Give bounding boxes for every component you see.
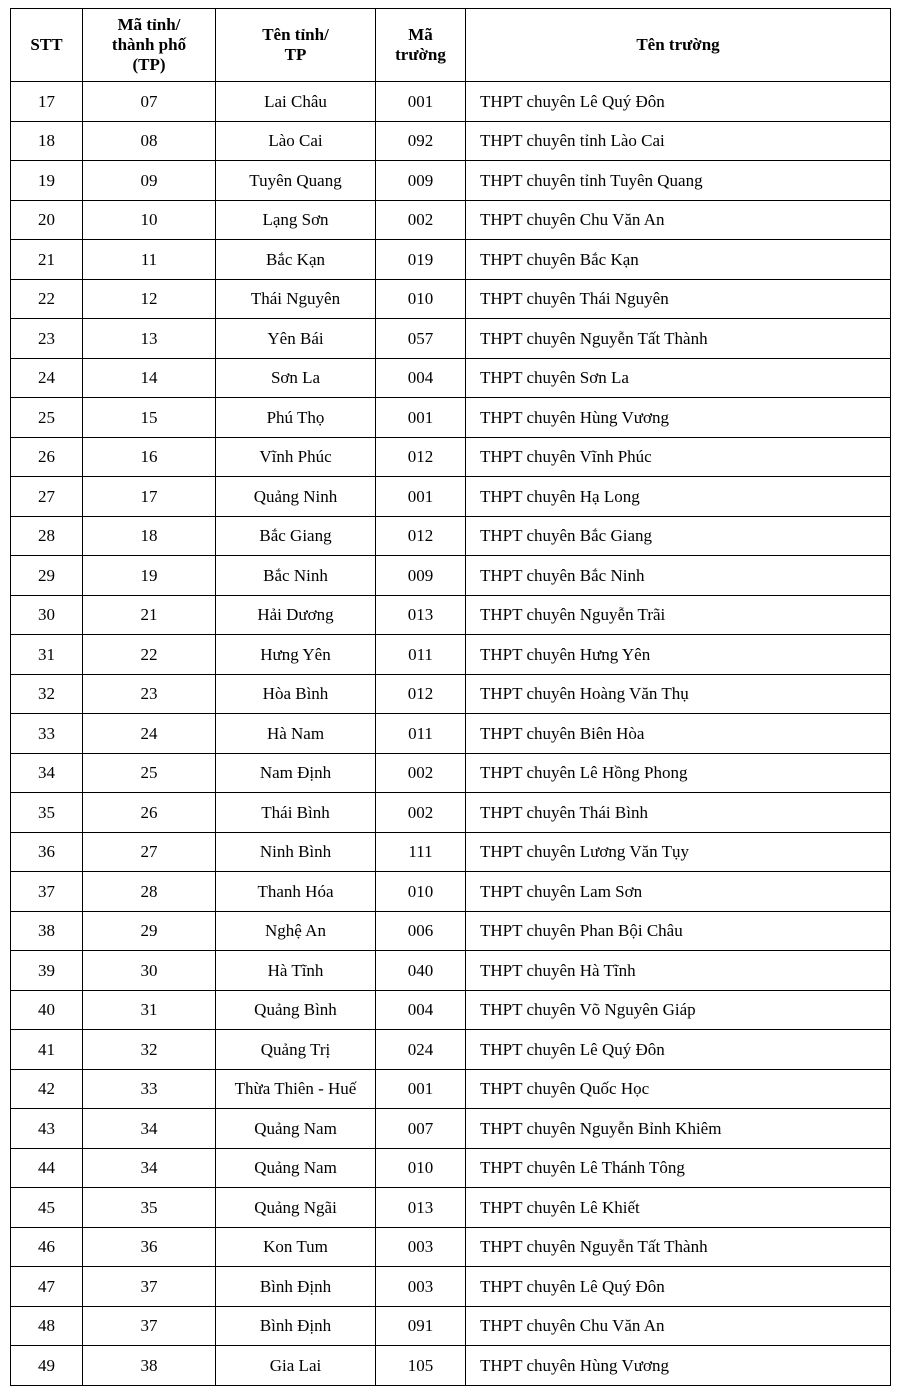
cell-school-name: THPT chuyên Lam Sơn <box>466 872 891 912</box>
cell-school-code: 013 <box>376 1188 466 1228</box>
cell-province-name: Ninh Bình <box>216 832 376 872</box>
cell-province-name: Gia Lai <box>216 1346 376 1386</box>
table-row <box>11 635 891 675</box>
cell-stt: 41 <box>11 1030 83 1070</box>
cell-school-name: THPT chuyên Lương Văn Tụy <box>466 832 891 872</box>
cell-province-name: Lào Cai <box>216 121 376 161</box>
cell-school-name: THPT chuyên Lê Quý Đôn <box>466 1030 891 1070</box>
cell-stt: 24 <box>11 358 83 398</box>
cell-school-name: THPT chuyên Nguyễn Bỉnh Khiêm <box>466 1109 891 1149</box>
column-header-province-code <box>83 9 216 82</box>
cell-province-code: 26 <box>83 793 216 833</box>
cell-school-code: 006 <box>376 911 466 951</box>
table-row <box>11 516 891 556</box>
column-header-school-code-line-1: Mã <box>408 25 433 45</box>
cell-school-name: THPT chuyên Lê Thánh Tông <box>466 1148 891 1188</box>
table-row <box>11 753 891 793</box>
cell-stt: 35 <box>11 793 83 833</box>
cell-province-code: 27 <box>83 832 216 872</box>
table-row <box>11 161 891 201</box>
specialized-schools-table <box>10 8 891 1386</box>
cell-school-code: 009 <box>376 161 466 201</box>
table-row <box>11 714 891 754</box>
cell-province-name: Quảng Ngãi <box>216 1188 376 1228</box>
cell-school-code: 001 <box>376 1069 466 1109</box>
cell-school-name: THPT chuyên Nguyễn Tất Thành <box>466 319 891 359</box>
cell-school-code: 004 <box>376 990 466 1030</box>
cell-stt: 40 <box>11 990 83 1030</box>
cell-province-code: 11 <box>83 240 216 280</box>
table-row <box>11 437 891 477</box>
column-header-province-code-line-3: (TP) <box>132 55 166 75</box>
cell-province-code: 28 <box>83 872 216 912</box>
column-header-province-code-line-1: Mã tỉnh/ <box>117 15 181 34</box>
cell-school-name: THPT chuyên Lê Quý Đôn <box>466 82 891 122</box>
table-row <box>11 793 891 833</box>
cell-province-code: 31 <box>83 990 216 1030</box>
cell-province-code: 29 <box>83 911 216 951</box>
cell-school-code: 009 <box>376 556 466 596</box>
cell-province-code: 18 <box>83 516 216 556</box>
cell-province-code: 08 <box>83 121 216 161</box>
column-header-stt <box>11 9 83 82</box>
table-row <box>11 477 891 517</box>
cell-province-name: Thái Nguyên <box>216 279 376 319</box>
cell-province-code: 25 <box>83 753 216 793</box>
cell-school-code: 003 <box>376 1267 466 1307</box>
cell-province-code: 24 <box>83 714 216 754</box>
cell-school-name: THPT chuyên Sơn La <box>466 358 891 398</box>
cell-school-code: 012 <box>376 674 466 714</box>
cell-stt: 44 <box>11 1148 83 1188</box>
cell-school-name: THPT chuyên Bắc Ninh <box>466 556 891 596</box>
table-row <box>11 1306 891 1346</box>
cell-school-code: 001 <box>376 398 466 438</box>
cell-stt: 47 <box>11 1267 83 1307</box>
cell-school-name: THPT chuyên Lê Khiết <box>466 1188 891 1228</box>
cell-school-code: 011 <box>376 714 466 754</box>
table-row <box>11 1148 891 1188</box>
table-row <box>11 398 891 438</box>
cell-stt: 17 <box>11 82 83 122</box>
cell-school-name: THPT chuyên Bắc Kạn <box>466 240 891 280</box>
cell-school-code: 013 <box>376 595 466 635</box>
cell-school-name: THPT chuyên Quốc Học <box>466 1069 891 1109</box>
table-row <box>11 1188 891 1228</box>
cell-province-name: Quảng Trị <box>216 1030 376 1070</box>
cell-school-code: 001 <box>376 477 466 517</box>
column-header-province-name <box>216 9 376 82</box>
cell-province-code: 37 <box>83 1306 216 1346</box>
cell-stt: 48 <box>11 1306 83 1346</box>
cell-province-name: Hà Nam <box>216 714 376 754</box>
column-header-province-name-line-1: Tên tỉnh/ <box>262 25 329 45</box>
cell-province-name: Quảng Bình <box>216 990 376 1030</box>
cell-school-code: 003 <box>376 1227 466 1267</box>
cell-province-code: 13 <box>83 319 216 359</box>
cell-school-name: THPT chuyên Biên Hòa <box>466 714 891 754</box>
cell-province-name: Sơn La <box>216 358 376 398</box>
cell-school-name: THPT chuyên tỉnh Lào Cai <box>466 121 891 161</box>
cell-province-name: Bình Định <box>216 1267 376 1307</box>
cell-school-code: 091 <box>376 1306 466 1346</box>
cell-stt: 34 <box>11 753 83 793</box>
table-row <box>11 1267 891 1307</box>
cell-province-name: Quảng Nam <box>216 1148 376 1188</box>
cell-province-name: Hòa Bình <box>216 674 376 714</box>
cell-school-code: 024 <box>376 1030 466 1070</box>
cell-school-code: 057 <box>376 319 466 359</box>
table-row <box>11 319 891 359</box>
cell-stt: 23 <box>11 319 83 359</box>
cell-school-code: 019 <box>376 240 466 280</box>
table-row <box>11 1109 891 1149</box>
cell-school-code: 002 <box>376 200 466 240</box>
cell-school-code: 010 <box>376 872 466 912</box>
table-row <box>11 990 891 1030</box>
cell-school-name: THPT chuyên Võ Nguyên Giáp <box>466 990 891 1030</box>
cell-school-code: 012 <box>376 437 466 477</box>
cell-province-code: 30 <box>83 951 216 991</box>
cell-school-code: 011 <box>376 635 466 675</box>
cell-province-name: Thanh Hóa <box>216 872 376 912</box>
cell-school-code: 010 <box>376 279 466 319</box>
cell-school-name: THPT chuyên Hùng Vương <box>466 1346 891 1386</box>
table-row <box>11 1069 891 1109</box>
column-header-stt-line-1: STT <box>30 35 63 55</box>
cell-province-code: 17 <box>83 477 216 517</box>
cell-stt: 26 <box>11 437 83 477</box>
column-header-school-name <box>466 9 891 82</box>
table-row <box>11 674 891 714</box>
cell-stt: 30 <box>11 595 83 635</box>
table-row <box>11 82 891 122</box>
column-header-school-name-line-1: Tên trường <box>636 35 720 55</box>
cell-school-name: THPT chuyên Bắc Giang <box>466 516 891 556</box>
cell-school-code: 111 <box>376 832 466 872</box>
table-header <box>11 9 891 82</box>
cell-school-name: THPT chuyên Hà Tĩnh <box>466 951 891 991</box>
cell-school-name: THPT chuyên Hùng Vương <box>466 398 891 438</box>
cell-province-name: Nghệ An <box>216 911 376 951</box>
cell-school-name: THPT chuyên Chu Văn An <box>466 200 891 240</box>
cell-province-name: Vĩnh Phúc <box>216 437 376 477</box>
cell-school-code: 010 <box>376 1148 466 1188</box>
cell-school-name: THPT chuyên Lê Hồng Phong <box>466 753 891 793</box>
cell-stt: 39 <box>11 951 83 991</box>
column-header-school-code-line-2: trường <box>395 45 446 65</box>
cell-school-code: 105 <box>376 1346 466 1386</box>
cell-school-name: THPT chuyên Phan Bội Châu <box>466 911 891 951</box>
cell-stt: 28 <box>11 516 83 556</box>
cell-stt: 43 <box>11 1109 83 1149</box>
cell-stt: 18 <box>11 121 83 161</box>
column-header-school-code <box>376 9 466 82</box>
cell-stt: 46 <box>11 1227 83 1267</box>
table-row <box>11 832 891 872</box>
cell-stt: 31 <box>11 635 83 675</box>
cell-school-name: THPT chuyên Hạ Long <box>466 477 891 517</box>
cell-stt: 33 <box>11 714 83 754</box>
cell-province-name: Quảng Nam <box>216 1109 376 1149</box>
cell-province-code: 32 <box>83 1030 216 1070</box>
cell-stt: 29 <box>11 556 83 596</box>
cell-province-name: Yên Bái <box>216 319 376 359</box>
table-row <box>11 911 891 951</box>
cell-stt: 49 <box>11 1346 83 1386</box>
cell-province-code: 07 <box>83 82 216 122</box>
cell-province-code: 15 <box>83 398 216 438</box>
cell-stt: 21 <box>11 240 83 280</box>
cell-province-code: 09 <box>83 161 216 201</box>
cell-province-name: Hà Tĩnh <box>216 951 376 991</box>
cell-stt: 37 <box>11 872 83 912</box>
cell-school-code: 092 <box>376 121 466 161</box>
cell-school-code: 001 <box>376 82 466 122</box>
cell-province-code: 21 <box>83 595 216 635</box>
cell-school-name: THPT chuyên Thái Bình <box>466 793 891 833</box>
cell-province-name: Phú Thọ <box>216 398 376 438</box>
cell-province-name: Tuyên Quang <box>216 161 376 201</box>
table-row <box>11 1346 891 1386</box>
cell-stt: 25 <box>11 398 83 438</box>
cell-school-name: THPT chuyên Nguyễn Trãi <box>466 595 891 635</box>
cell-province-name: Lai Châu <box>216 82 376 122</box>
cell-province-code: 38 <box>83 1346 216 1386</box>
cell-stt: 22 <box>11 279 83 319</box>
cell-school-code: 040 <box>376 951 466 991</box>
cell-province-code: 37 <box>83 1267 216 1307</box>
table-row <box>11 556 891 596</box>
cell-school-name: THPT chuyên Vĩnh Phúc <box>466 437 891 477</box>
table-row <box>11 1227 891 1267</box>
cell-school-name: THPT chuyên Nguyễn Tất Thành <box>466 1227 891 1267</box>
cell-province-name: Lạng Sơn <box>216 200 376 240</box>
cell-province-code: 34 <box>83 1109 216 1149</box>
cell-province-name: Thái Bình <box>216 793 376 833</box>
cell-province-name: Hưng Yên <box>216 635 376 675</box>
cell-school-name: THPT chuyên tỉnh Tuyên Quang <box>466 161 891 201</box>
cell-stt: 32 <box>11 674 83 714</box>
table-row <box>11 358 891 398</box>
cell-province-name: Bắc Kạn <box>216 240 376 280</box>
table-row <box>11 121 891 161</box>
table-header-row <box>11 9 891 82</box>
cell-stt: 20 <box>11 200 83 240</box>
cell-stt: 36 <box>11 832 83 872</box>
cell-stt: 38 <box>11 911 83 951</box>
cell-province-code: 16 <box>83 437 216 477</box>
cell-province-code: 19 <box>83 556 216 596</box>
cell-stt: 45 <box>11 1188 83 1228</box>
cell-province-code: 10 <box>83 200 216 240</box>
cell-province-code: 35 <box>83 1188 216 1228</box>
table-row <box>11 1030 891 1070</box>
table-row <box>11 872 891 912</box>
cell-province-name: Kon Tum <box>216 1227 376 1267</box>
cell-stt: 27 <box>11 477 83 517</box>
cell-school-code: 012 <box>376 516 466 556</box>
table-body <box>11 82 891 1386</box>
cell-province-name: Quảng Ninh <box>216 477 376 517</box>
cell-province-name: Nam Định <box>216 753 376 793</box>
column-header-province-code-line-2: thành phố <box>111 35 187 55</box>
cell-province-code: 36 <box>83 1227 216 1267</box>
cell-province-name: Hải Dương <box>216 595 376 635</box>
table-row <box>11 595 891 635</box>
cell-province-code: 22 <box>83 635 216 675</box>
cell-province-code: 33 <box>83 1069 216 1109</box>
table-row <box>11 279 891 319</box>
cell-school-code: 004 <box>376 358 466 398</box>
cell-school-code: 002 <box>376 753 466 793</box>
cell-stt: 42 <box>11 1069 83 1109</box>
table-row <box>11 240 891 280</box>
cell-school-name: THPT chuyên Thái Nguyên <box>466 279 891 319</box>
cell-province-name: Bắc Giang <box>216 516 376 556</box>
table-row <box>11 951 891 991</box>
cell-school-name: THPT chuyên Hoàng Văn Thụ <box>466 674 891 714</box>
cell-school-name: THPT chuyên Chu Văn An <box>466 1306 891 1346</box>
cell-province-name: Bình Định <box>216 1306 376 1346</box>
cell-province-code: 23 <box>83 674 216 714</box>
cell-province-code: 14 <box>83 358 216 398</box>
cell-school-code: 002 <box>376 793 466 833</box>
table-row <box>11 200 891 240</box>
cell-province-code: 34 <box>83 1148 216 1188</box>
cell-school-name: THPT chuyên Hưng Yên <box>466 635 891 675</box>
cell-province-name: Bắc Ninh <box>216 556 376 596</box>
cell-school-name: THPT chuyên Lê Quý Đôn <box>466 1267 891 1307</box>
cell-stt: 19 <box>11 161 83 201</box>
cell-province-name: Thừa Thiên - Huế <box>216 1069 376 1109</box>
column-header-province-name-line-2: TP <box>284 45 307 65</box>
cell-province-code: 12 <box>83 279 216 319</box>
cell-school-code: 007 <box>376 1109 466 1149</box>
